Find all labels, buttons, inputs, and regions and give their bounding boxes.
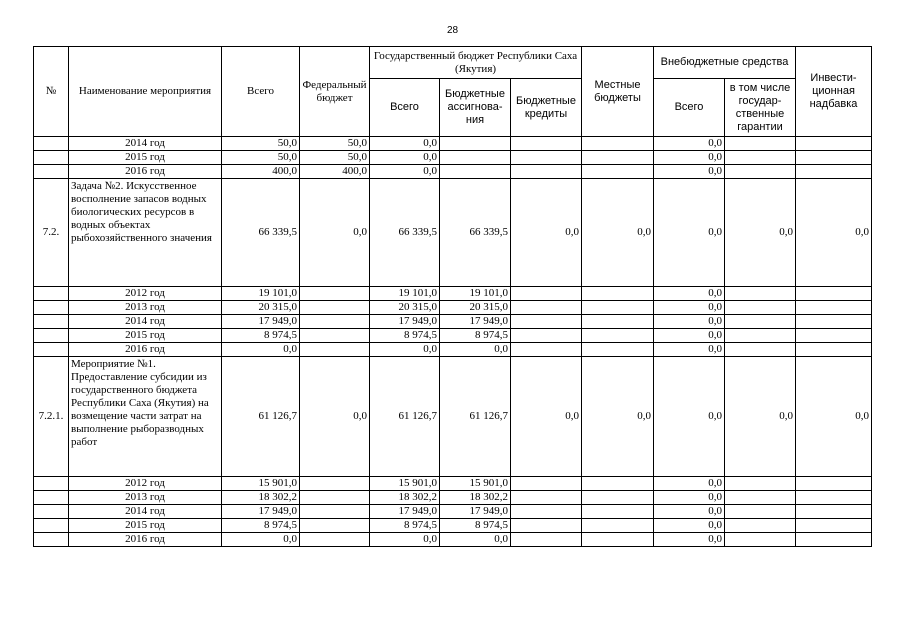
table-row-item: [34, 179, 872, 287]
row-year: 2016 год: [69, 165, 222, 179]
cell-state-total: 17 949,0: [370, 315, 440, 329]
table-row-year: [34, 519, 872, 533]
row-number-empty: [34, 301, 69, 315]
table-row-year: [34, 329, 872, 343]
table-row-year: [34, 287, 872, 301]
cell-alloc: 18 302,2: [440, 491, 511, 505]
cell-total: 0,0: [222, 343, 300, 357]
cell-total: 8 974,5: [222, 519, 300, 533]
row-year: 2015 год: [69, 329, 222, 343]
row-number-empty: [34, 137, 69, 151]
cell-alloc: 61 126,7: [440, 357, 511, 477]
cell-alloc: [440, 165, 511, 179]
cell-alloc: 0,0: [440, 533, 511, 547]
cell-invest: [796, 165, 872, 179]
cell-alloc: 17 949,0: [440, 505, 511, 519]
cell-extra-total: 0,0: [654, 315, 725, 329]
cell-credits: [511, 477, 582, 491]
cell-invest: 0,0: [796, 357, 872, 477]
cell-federal: [300, 477, 370, 491]
cell-guar: [725, 343, 796, 357]
cell-total: 50,0: [222, 137, 300, 151]
row-year: 2013 год: [69, 491, 222, 505]
cell-federal: 50,0: [300, 151, 370, 165]
header-state-allocations: Бюджетные ассигнова-ния: [440, 79, 511, 137]
cell-guar: [725, 287, 796, 301]
cell-total: 20 315,0: [222, 301, 300, 315]
cell-invest: [796, 151, 872, 165]
cell-total: 66 339,5: [222, 179, 300, 287]
cell-invest: [796, 505, 872, 519]
cell-invest: [796, 533, 872, 547]
cell-credits: [511, 533, 582, 547]
row-number-empty: [34, 491, 69, 505]
cell-state-total: 61 126,7: [370, 357, 440, 477]
cell-extra-total: 0,0: [654, 329, 725, 343]
cell-credits: [511, 491, 582, 505]
cell-federal: [300, 343, 370, 357]
cell-state-total: 0,0: [370, 151, 440, 165]
cell-credits: [511, 343, 582, 357]
budget-table: [33, 46, 872, 547]
table-header: [34, 47, 872, 137]
cell-credits: 0,0: [511, 357, 582, 477]
header-num: №: [34, 47, 69, 137]
header-extra-guarantees: в том числе государ-ственные гарантии: [725, 79, 796, 137]
cell-credits: [511, 301, 582, 315]
cell-total: 15 901,0: [222, 477, 300, 491]
row-year: 2015 год: [69, 151, 222, 165]
cell-guar: [725, 165, 796, 179]
cell-guar: [725, 315, 796, 329]
cell-federal: [300, 505, 370, 519]
cell-guar: [725, 301, 796, 315]
row-number-empty: [34, 151, 69, 165]
cell-guar: [725, 329, 796, 343]
cell-extra-total: 0,0: [654, 491, 725, 505]
cell-credits: [511, 287, 582, 301]
cell-invest: [796, 137, 872, 151]
cell-state-total: 20 315,0: [370, 301, 440, 315]
row-number-empty: [34, 533, 69, 547]
cell-credits: [511, 137, 582, 151]
row-number: 7.2.1.: [34, 357, 69, 477]
cell-local: [582, 477, 654, 491]
row-year: 2012 год: [69, 477, 222, 491]
cell-state-total: 0,0: [370, 165, 440, 179]
table-body: [34, 137, 872, 547]
cell-alloc: [440, 137, 511, 151]
cell-credits: [511, 165, 582, 179]
cell-alloc: 0,0: [440, 343, 511, 357]
cell-extra-total: 0,0: [654, 505, 725, 519]
cell-federal: [300, 315, 370, 329]
cell-invest: [796, 343, 872, 357]
cell-federal: 0,0: [300, 179, 370, 287]
cell-alloc: 17 949,0: [440, 315, 511, 329]
cell-federal: 400,0: [300, 165, 370, 179]
cell-extra-total: 0,0: [654, 165, 725, 179]
cell-alloc: 8 974,5: [440, 329, 511, 343]
cell-extra-total: 0,0: [654, 343, 725, 357]
cell-guar: [725, 533, 796, 547]
cell-local: [582, 315, 654, 329]
cell-alloc: 8 974,5: [440, 519, 511, 533]
table-row-year: [34, 301, 872, 315]
row-year: 2012 год: [69, 287, 222, 301]
row-name: Мероприятие №1. Предоставление субсидии из государственного бюджета Республики Саха (Якутия) на возмещение части затрат на выполнение рыборазводных работ: [69, 357, 222, 477]
table-row-year: [34, 137, 872, 151]
cell-invest: [796, 329, 872, 343]
cell-extra-total: 0,0: [654, 477, 725, 491]
table-row-year: [34, 491, 872, 505]
table-row-year: [34, 151, 872, 165]
row-number-empty: [34, 165, 69, 179]
cell-federal: [300, 519, 370, 533]
cell-federal: [300, 301, 370, 315]
table-row-year: [34, 343, 872, 357]
cell-guar: 0,0: [725, 357, 796, 477]
cell-total: 50,0: [222, 151, 300, 165]
cell-credits: [511, 519, 582, 533]
cell-local: [582, 491, 654, 505]
cell-local: [582, 329, 654, 343]
row-number-empty: [34, 477, 69, 491]
cell-total: 17 949,0: [222, 505, 300, 519]
cell-total: 19 101,0: [222, 287, 300, 301]
row-year: 2014 год: [69, 315, 222, 329]
cell-state-total: 0,0: [370, 533, 440, 547]
cell-state-total: 66 339,5: [370, 179, 440, 287]
cell-total: 61 126,7: [222, 357, 300, 477]
cell-extra-total: 0,0: [654, 519, 725, 533]
cell-alloc: 66 339,5: [440, 179, 511, 287]
row-year: 2014 год: [69, 137, 222, 151]
row-year: 2015 год: [69, 519, 222, 533]
cell-guar: [725, 477, 796, 491]
cell-federal: 0,0: [300, 357, 370, 477]
header-total: Всего: [222, 47, 300, 137]
cell-local: 0,0: [582, 357, 654, 477]
header-state-credits: Бюджетные кредиты: [511, 79, 582, 137]
cell-credits: [511, 151, 582, 165]
header-state-budget: Государственный бюджет Республики Саха (Якутия): [370, 47, 582, 79]
cell-state-total: 17 949,0: [370, 505, 440, 519]
cell-extra-total: 0,0: [654, 179, 725, 287]
cell-federal: [300, 287, 370, 301]
table-row-year: [34, 505, 872, 519]
row-year: 2016 год: [69, 533, 222, 547]
cell-extra-total: 0,0: [654, 151, 725, 165]
header-local: Местные бюджеты: [582, 47, 654, 137]
cell-credits: [511, 315, 582, 329]
row-number-empty: [34, 505, 69, 519]
cell-extra-total: 0,0: [654, 287, 725, 301]
cell-alloc: 19 101,0: [440, 287, 511, 301]
cell-local: 0,0: [582, 179, 654, 287]
row-year: 2016 год: [69, 343, 222, 357]
cell-invest: [796, 491, 872, 505]
cell-local: [582, 287, 654, 301]
cell-invest: [796, 315, 872, 329]
cell-extra-total: 0,0: [654, 137, 725, 151]
cell-state-total: 19 101,0: [370, 287, 440, 301]
cell-invest: [796, 477, 872, 491]
cell-total: 8 974,5: [222, 329, 300, 343]
cell-guar: [725, 505, 796, 519]
cell-state-total: 8 974,5: [370, 519, 440, 533]
table-row-year: [34, 315, 872, 329]
header-extra-budget: Внебюджетные средства: [654, 47, 796, 79]
cell-total: 17 949,0: [222, 315, 300, 329]
cell-guar: [725, 151, 796, 165]
cell-credits: [511, 329, 582, 343]
row-number-empty: [34, 315, 69, 329]
cell-local: [582, 533, 654, 547]
cell-federal: [300, 533, 370, 547]
cell-alloc: 20 315,0: [440, 301, 511, 315]
cell-federal: [300, 329, 370, 343]
table-row-year: [34, 477, 872, 491]
cell-invest: [796, 519, 872, 533]
cell-alloc: 15 901,0: [440, 477, 511, 491]
cell-credits: [511, 505, 582, 519]
cell-extra-total: 0,0: [654, 357, 725, 477]
cell-credits: 0,0: [511, 179, 582, 287]
cell-local: [582, 519, 654, 533]
cell-local: [582, 343, 654, 357]
cell-invest: 0,0: [796, 179, 872, 287]
cell-guar: 0,0: [725, 179, 796, 287]
cell-invest: [796, 301, 872, 315]
cell-state-total: 0,0: [370, 137, 440, 151]
cell-state-total: 0,0: [370, 343, 440, 357]
table-row-year: [34, 533, 872, 547]
cell-guar: [725, 519, 796, 533]
row-year: 2013 год: [69, 301, 222, 315]
cell-federal: 50,0: [300, 137, 370, 151]
cell-total: 0,0: [222, 533, 300, 547]
row-number-empty: [34, 287, 69, 301]
cell-local: [582, 137, 654, 151]
cell-invest: [796, 287, 872, 301]
header-state-total: Всего: [370, 79, 440, 137]
cell-local: [582, 151, 654, 165]
row-number-empty: [34, 519, 69, 533]
table-row-year: [34, 165, 872, 179]
cell-alloc: [440, 151, 511, 165]
row-number-empty: [34, 343, 69, 357]
cell-state-total: 18 302,2: [370, 491, 440, 505]
header-extra-total: Всего: [654, 79, 725, 137]
cell-guar: [725, 137, 796, 151]
cell-extra-total: 0,0: [654, 533, 725, 547]
header-federal: Федеральный бюджет: [300, 47, 370, 137]
header-invest: Инвести-ционная надбавка: [796, 47, 872, 137]
cell-local: [582, 505, 654, 519]
header-name: Наименование мероприятия: [69, 47, 222, 137]
cell-local: [582, 165, 654, 179]
cell-total: 18 302,2: [222, 491, 300, 505]
cell-state-total: 15 901,0: [370, 477, 440, 491]
cell-federal: [300, 491, 370, 505]
cell-extra-total: 0,0: [654, 301, 725, 315]
cell-total: 400,0: [222, 165, 300, 179]
cell-state-total: 8 974,5: [370, 329, 440, 343]
page-number: 28: [446, 25, 459, 36]
row-year: 2014 год: [69, 505, 222, 519]
cell-guar: [725, 491, 796, 505]
row-name: Задача №2. Искусственное восполнение запасов водных биологических ресурсов в водных объектах рыбохозяйственного значения: [69, 179, 222, 287]
table-row-item: [34, 357, 872, 477]
row-number: 7.2.: [34, 179, 69, 287]
cell-local: [582, 301, 654, 315]
row-number-empty: [34, 329, 69, 343]
